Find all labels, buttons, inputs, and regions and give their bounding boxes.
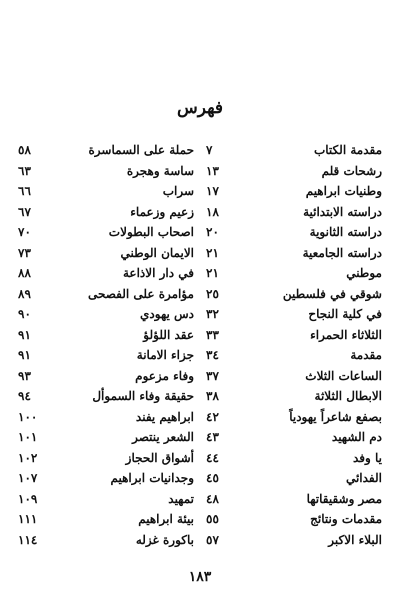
toc-entry [18,161,194,182]
toc-entry-title: مقدمات ونتائج [310,512,382,526]
toc-entry-title: بيئة ابراهيم [138,512,194,526]
toc-entry-page: ٤٢ [206,409,219,424]
toc-entry-title: زعيم وزعماء [130,204,194,219]
toc-entry [206,263,382,284]
toc-entry [18,263,194,284]
toc-entry [18,407,194,428]
toc-entry-page: ٧ [206,143,213,157]
toc-entry-title: عقد اللؤلؤ [143,327,194,342]
toc-entry [206,468,382,489]
toc-entry-page: ٩٣ [18,368,31,383]
toc-entry-title: موطني [346,266,382,280]
toc-entry-page: ٦٣ [18,163,31,178]
toc-entry-page: ٥٨ [18,143,31,157]
toc-entry-page: ٤٨ [206,491,219,506]
toc-entry [206,345,382,366]
toc-entry-title: وطنيات ابراهيم [305,184,382,198]
toc-entry-title: دراسته الثانوية [309,225,382,239]
toc-entry-title: ابراهيم يفند [135,409,194,424]
toc-entry [206,530,382,551]
toc-entry [18,325,194,346]
toc-entry-page: ٣٧ [206,368,219,383]
toc-entry [18,140,194,161]
toc-entry [206,202,382,223]
toc-entry-title: الفدائي [345,471,382,485]
toc-entry [206,140,382,161]
toc-entry-page: ٣٨ [206,389,219,403]
toc-entry-title: الشعر ينتصر [132,430,194,444]
toc-entry-title: جزاء الامانة [136,348,194,362]
toc-entry-title: مقدمة [350,348,382,362]
toc-entry-page: ٢٠ [206,225,219,239]
toc-entry-title: في دار الاذاعة [122,266,194,280]
toc-entry-title: دم الشهيد [331,430,382,444]
toc-entry-page: ٣٢ [206,307,219,321]
toc-entry-page: ٩٤ [18,389,31,403]
toc-entry-page: ٩١ [18,348,31,362]
toc-entry [18,489,194,510]
toc-left-list [18,140,194,550]
toc-entry-title: الابطال الثلاثة [314,389,382,403]
toc-entry [206,407,382,428]
toc-entry [18,468,194,489]
toc-entry-title: الايمان الوطني [120,245,194,260]
table-of-contents [18,140,382,550]
toc-entry-title: باكورة غزله [135,532,194,547]
toc-entry [18,427,194,448]
toc-entry-title: البلاء الاكبر [328,532,382,547]
toc-entry [206,489,382,510]
toc-entry-page: ٩٠ [18,307,31,321]
toc-entry [206,386,382,407]
toc-entry-title: أشواق الحجاز [125,450,194,465]
toc-entry-page: ١٠٩ [18,491,38,506]
toc-entry-title: ساسة وهجرة [126,163,194,178]
toc-entry-page: ١٣ [206,163,219,178]
toc-entry [206,448,382,469]
toc-entry-page: ٢١ [206,245,219,260]
toc-entry-page: ١١١ [18,512,38,526]
toc-entry-title: دس يهودي [140,307,194,321]
toc-entry-page: ٣٣ [206,327,219,342]
toc-entry [18,509,194,530]
toc-entry-page: ١٠٧ [18,471,38,485]
toc-entry [206,181,382,202]
toc-entry-title: مقدمة الكتاب [313,143,382,157]
toc-entry-title: وجدانيات ابراهيم [110,471,194,485]
toc-entry-page: ٢٥ [206,286,219,301]
toc-entry-title: اصحاب البطولات [108,225,194,239]
toc-entry [18,181,194,202]
toc-entry-page: ٥٧ [206,532,219,547]
toc-entry [18,366,194,387]
toc-right-list [206,140,382,550]
toc-entry-page: ٣٤ [206,348,219,362]
toc-entry-page: ٨٨ [18,266,31,280]
toc-entry-page: ٩١ [18,327,31,342]
toc-entry-page: ١١٤ [18,532,38,547]
toc-entry [206,243,382,264]
toc-entry [18,530,194,551]
toc-entry [18,386,194,407]
toc-entry [206,284,382,305]
toc-entry [206,304,382,325]
toc-entry [18,448,194,469]
toc-entry-title: يا وفد [352,450,382,465]
toc-entry-title: في كلية النجاح [308,307,382,321]
toc-right-column [206,140,382,550]
toc-entry [18,202,194,223]
toc-entry-page: ٧٠ [18,225,31,239]
toc-entry [206,325,382,346]
toc-entry-page: ٤٣ [206,430,219,444]
toc-entry [18,284,194,305]
toc-entry-page: ٨٩ [18,286,31,301]
toc-entry-title: حملة على السماسرة [88,143,194,157]
toc-entry-page: ١٠١ [18,430,38,444]
toc-entry-title: مؤامرة على الفصحى [87,286,194,301]
toc-entry-title: رشحات قلم [321,163,382,178]
page-number: ١٨٣ [188,569,212,585]
toc-entry-title: دراسته الابتدائية [303,204,382,219]
toc-entry [18,222,194,243]
toc-entry-title: شوقي في فلسطين [282,286,382,301]
toc-entry-title: تمهيد [168,491,194,506]
toc-entry-page: ١٧ [206,184,219,198]
toc-entry-page: ٢١ [206,266,219,280]
toc-entry [206,509,382,530]
toc-entry-page: ٤٤ [206,450,219,465]
toc-left-column [18,140,194,550]
toc-entry [206,161,382,182]
toc-entry-title: مصر وشقيقاتها [306,491,382,506]
toc-entry-title: حقيقة وفاء السموأل [92,389,194,403]
toc-entry-page: ١٠٢ [18,450,38,465]
toc-entry-title: سراب [162,184,194,198]
page-title: فهرس [176,98,224,118]
toc-entry-page: ٦٧ [18,204,31,219]
toc-entry-page: ٦٦ [18,184,31,198]
toc-entry-page: ٤٥ [206,471,219,485]
toc-entry-title: الساعات الثلاث [305,368,382,383]
toc-entry-title: وفاء مزعوم [135,368,194,383]
toc-entry-title: الثلاثاء الحمراء [310,327,382,342]
toc-entry-title: دراسته الجامعية [302,245,382,260]
toc-entry-page: ٥٥ [206,512,219,526]
toc-entry [18,304,194,325]
toc-entry-page: ١٨ [206,204,219,219]
toc-entry [18,243,194,264]
toc-entry-page: ٧٣ [18,245,31,260]
toc-entry-title: بصفع شاعراً يهودياً [289,409,382,424]
toc-entry [206,222,382,243]
toc-entry [18,345,194,366]
toc-entry-page: ١٠٠ [18,409,38,424]
toc-entry [206,427,382,448]
toc-entry [206,366,382,387]
